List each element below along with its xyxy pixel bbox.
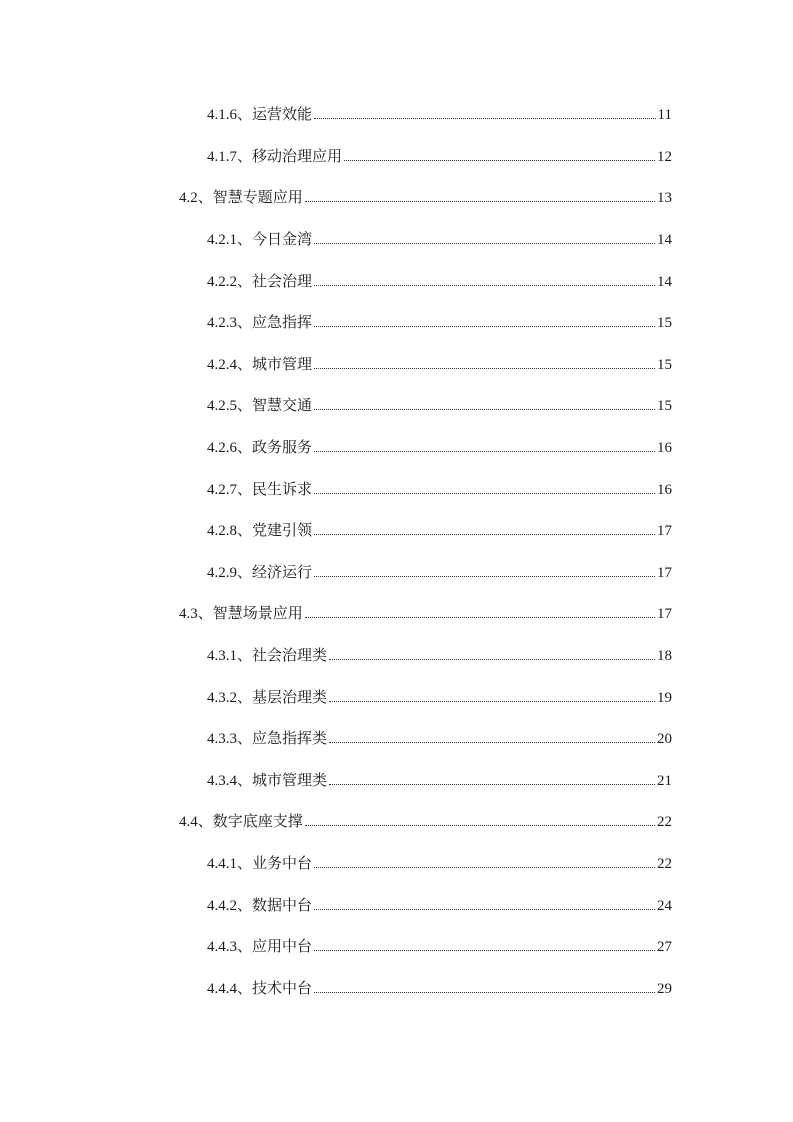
toc-entry-page: 24 — [657, 897, 672, 914]
toc-entry-4-3[interactable] — [0, 594, 793, 636]
dot-leader — [305, 616, 655, 618]
toc-entry-4-2-5[interactable] — [0, 386, 793, 428]
toc-entry-title: 4.1.6、运营效能 — [207, 107, 313, 124]
toc-entry-page: 14 — [657, 232, 672, 249]
toc-entry-title: 4.4.3、应用中台 — [207, 939, 313, 956]
toc-entry-page: 16 — [657, 481, 672, 498]
dot-leader — [329, 783, 655, 785]
dot-leader — [329, 658, 655, 660]
toc-entry-4-3-4[interactable] — [0, 761, 793, 803]
dot-leader — [314, 284, 655, 286]
toc-entry-page: 27 — [657, 939, 672, 956]
dot-leader — [314, 450, 655, 452]
dot-leader — [314, 492, 655, 494]
dot-leader — [314, 408, 655, 410]
toc-entry-4-2-4[interactable] — [0, 345, 793, 387]
toc-entry-title: 4.4.1、业务中台 — [207, 855, 313, 872]
toc-entry-page: 15 — [657, 356, 672, 373]
dot-leader — [314, 533, 655, 535]
toc-entry-page: 20 — [657, 731, 672, 748]
toc-entry-title: 4.3、智慧场景应用 — [179, 606, 303, 623]
toc-entry-4-4-4[interactable] — [0, 968, 793, 1010]
dot-leader — [314, 117, 656, 119]
toc-entry-4-2-8[interactable] — [0, 511, 793, 553]
toc-entry-page: 15 — [657, 315, 672, 332]
toc-entry-page: 14 — [657, 273, 672, 290]
toc-entry-4-1-7[interactable] — [0, 137, 793, 179]
toc-entry-4-2-9[interactable] — [0, 553, 793, 595]
toc-entry-title: 4.2、智慧专题应用 — [179, 190, 303, 207]
toc-entry-4-3-3[interactable] — [0, 719, 793, 761]
toc-entry-page: 19 — [657, 689, 672, 706]
toc-entry-4-4-3[interactable] — [0, 927, 793, 969]
toc-entry-page: 12 — [657, 148, 672, 165]
toc-entry-title: 4.4.2、数据中台 — [207, 897, 313, 914]
dot-leader — [314, 866, 655, 868]
toc-entry-4-3-2[interactable] — [0, 677, 793, 719]
toc-entry-page: 22 — [657, 855, 672, 872]
toc-entry-4-4[interactable] — [0, 802, 793, 844]
toc-entry-title: 4.4.4、技术中台 — [207, 980, 313, 997]
toc-entry-4-2-7[interactable] — [0, 469, 793, 511]
dot-leader — [314, 949, 655, 951]
toc-entry-title: 4.2.6、政务服务 — [207, 440, 313, 457]
dot-leader — [329, 741, 655, 743]
toc-entry-4-2-2[interactable] — [0, 261, 793, 303]
toc-entry-4-2-1[interactable] — [0, 220, 793, 262]
toc-entry-page: 15 — [657, 398, 672, 415]
dot-leader — [314, 575, 655, 577]
toc-entry-title: 4.2.7、民生诉求 — [207, 481, 313, 498]
dot-leader — [314, 325, 655, 327]
toc-entry-page: 17 — [657, 564, 672, 581]
toc-entry-4-4-2[interactable] — [0, 885, 793, 927]
dot-leader — [314, 367, 655, 369]
toc-entry-title: 4.2.1、今日金湾 — [207, 232, 313, 249]
dot-leader — [344, 159, 655, 161]
toc-entry-title: 4.2.3、应急指挥 — [207, 315, 313, 332]
toc-entry-page: 17 — [657, 523, 672, 540]
toc-entry-title: 4.2.8、党建引领 — [207, 523, 313, 540]
toc-entry-title: 4.4、数字底座支撑 — [179, 814, 303, 831]
toc-entry-title: 4.2.5、智慧交通 — [207, 398, 313, 415]
dot-leader — [314, 242, 655, 244]
toc-entry-page: 11 — [657, 107, 672, 124]
toc-entry-page: 21 — [657, 772, 672, 789]
toc-entry-4-2-6[interactable] — [0, 428, 793, 470]
dot-leader — [314, 908, 655, 910]
toc-entry-4-3-1[interactable] — [0, 636, 793, 678]
toc-entry-4-4-1[interactable] — [0, 844, 793, 886]
toc-entry-title: 4.3.2、基层治理类 — [207, 689, 328, 706]
toc-entry-page: 13 — [657, 190, 672, 207]
dot-leader — [329, 700, 655, 702]
toc-entry-4-1-6[interactable] — [0, 95, 793, 137]
toc-entry-title: 4.1.7、移动治理应用 — [207, 148, 343, 165]
toc-entry-page: 18 — [657, 648, 672, 665]
toc-entry-page: 22 — [657, 814, 672, 831]
toc-entry-page: 29 — [657, 980, 672, 997]
table-of-contents — [0, 95, 793, 1010]
toc-entry-title: 4.2.2、社会治理 — [207, 273, 313, 290]
dot-leader — [305, 824, 655, 826]
toc-entry-4-2[interactable] — [0, 178, 793, 220]
toc-entry-title: 4.3.4、城市管理类 — [207, 772, 328, 789]
toc-entry-title: 4.2.4、城市管理 — [207, 356, 313, 373]
toc-entry-title: 4.3.1、社会治理类 — [207, 648, 328, 665]
dot-leader — [314, 991, 655, 993]
toc-entry-page: 16 — [657, 440, 672, 457]
toc-entry-page: 17 — [657, 606, 672, 623]
dot-leader — [305, 200, 655, 202]
toc-entry-title: 4.3.3、应急指挥类 — [207, 731, 328, 748]
toc-entry-title: 4.2.9、经济运行 — [207, 564, 313, 581]
toc-entry-4-2-3[interactable] — [0, 303, 793, 345]
